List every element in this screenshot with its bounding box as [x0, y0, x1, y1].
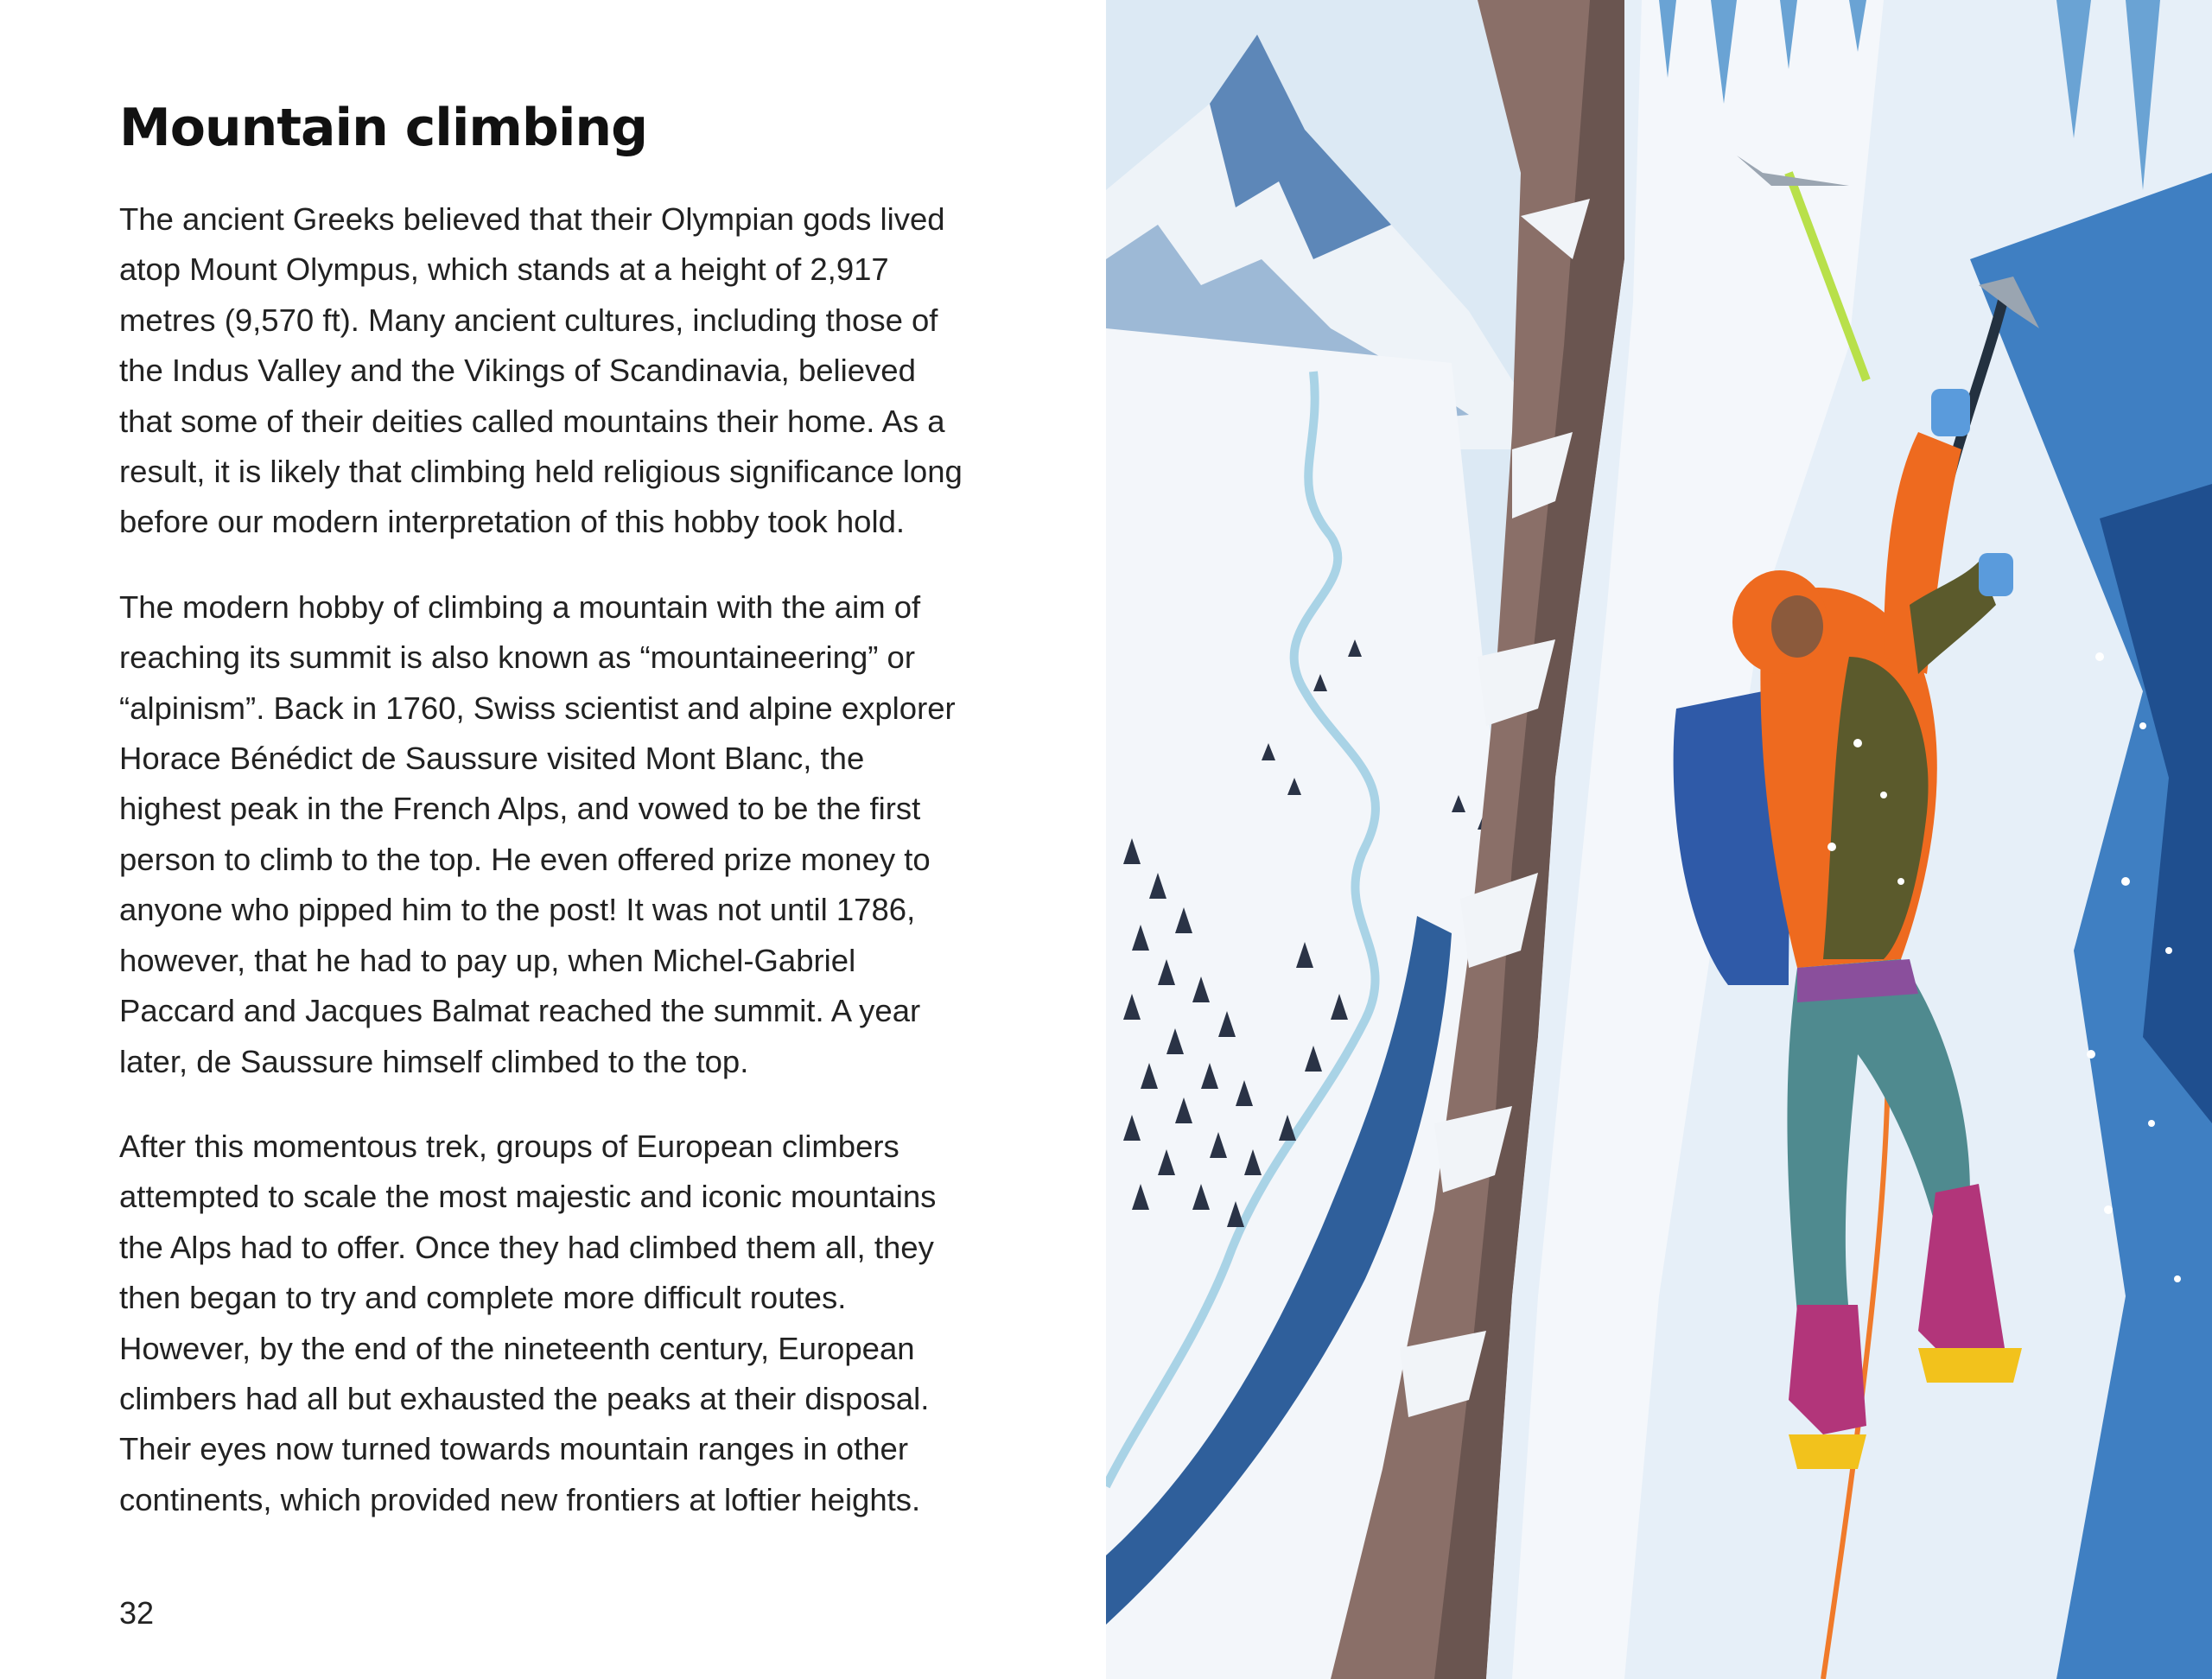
text-line: The modern hobby of climbing a mountain with the aim of	[119, 588, 921, 625]
body-text	[119, 194, 983, 1560]
crampon-left	[1789, 1434, 1866, 1469]
climber-glove-lower	[1979, 553, 2013, 596]
paragraph	[119, 194, 983, 548]
text-line: atop Mount Olympus, which stands at a height of 2,917	[119, 251, 889, 288]
text-line: that some of their deities called mountains their home. As a	[119, 403, 945, 439]
climber-glove-upper	[1931, 389, 1970, 436]
paragraph	[119, 582, 983, 1087]
text-line: continents, which provided new frontiers at loftier heights.	[119, 1481, 921, 1517]
text-line: climbers had all but exhausted the peaks at their disposal.	[119, 1380, 930, 1416]
text-line: metres (9,570 ft). Many ancient cultures, including those of	[119, 302, 938, 338]
text-line: Their eyes now turned towards mountain ranges in other	[119, 1431, 908, 1467]
page-title: Mountain climbing	[119, 98, 648, 158]
text-line: person to climb to the top. He even offered prize money to	[119, 841, 931, 877]
text-line: attempted to scale the most majestic and iconic mountains	[119, 1179, 937, 1215]
ice-climber-illustration	[1106, 0, 2212, 1679]
text-line: the Alps had to offer. Once they had climbed them all, they	[119, 1229, 934, 1265]
text-line: highest peak in the French Alps, and vowed to be the first	[119, 791, 921, 827]
text-line: anyone who pipped him to the post! It was not until 1786,	[119, 892, 916, 928]
page-number: 32	[119, 1595, 155, 1631]
text-line: The ancient Greeks believed that their Olympian gods lived	[119, 201, 945, 237]
text-line: Horace Bénédict de Saussure visited Mont Blanc, the	[119, 741, 865, 777]
text-line: result, it is likely that climbing held religious significance long	[119, 454, 963, 490]
text-line: Paccard and Jacques Balmat reached the summit. A year	[119, 993, 921, 1029]
text-line: reaching its summit is also known as “mountaineering” or	[119, 639, 916, 676]
text-line: however, that he had to pay up, when Michel-Gabriel	[119, 942, 856, 978]
crampon-right	[1918, 1348, 2022, 1383]
text-line: the Indus Valley and the Vikings of Scandinavia, believed	[119, 353, 916, 389]
text-line: However, by the end of the nineteenth century, European	[119, 1330, 915, 1366]
climber-face	[1771, 595, 1823, 658]
paragraph	[119, 1122, 983, 1525]
text-line: After this momentous trek, groups of European climbers	[119, 1128, 899, 1164]
text-line: “alpinism”. Back in 1760, Swiss scientist and alpine explorer	[119, 690, 956, 726]
illustration-page	[1106, 0, 2212, 1679]
text-line: then began to try and complete more difficult routes.	[119, 1280, 847, 1316]
text-line: before our modern interpretation of this hobby took hold.	[119, 504, 906, 540]
text-line: later, de Saussure himself climbed to the top.	[119, 1043, 749, 1079]
